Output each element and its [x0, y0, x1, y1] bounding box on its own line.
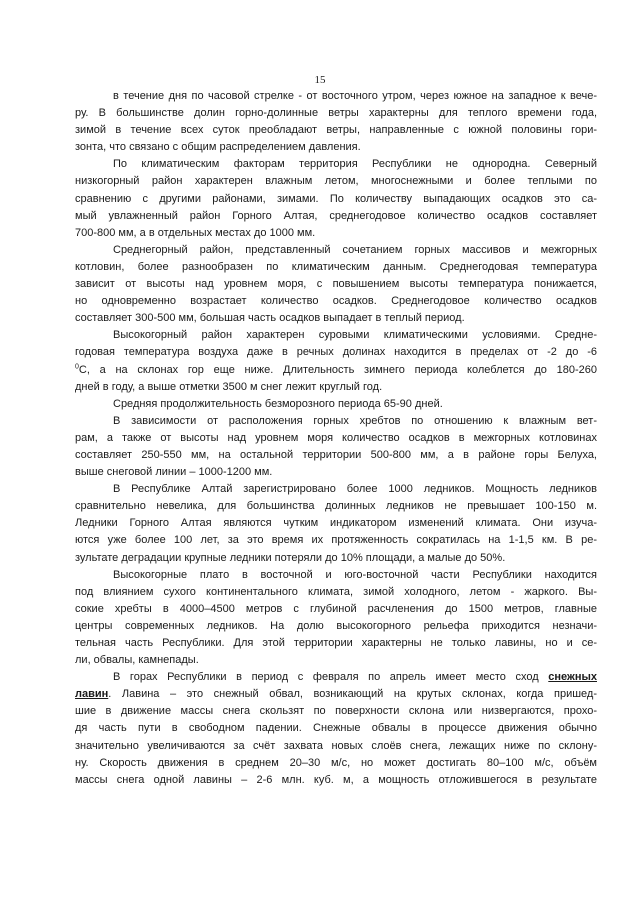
text-line: центры современных ледников. На долю высокогорного рельефа приходится незначи- — [75, 619, 597, 632]
text-line: зультате деградации крупные ледники потеряли до 10% площади, а малые до 50%. — [75, 551, 506, 564]
keyword-snow-avalanche: лавин — [75, 688, 109, 701]
text-line — [75, 686, 597, 703]
text-fragment: С, а на склонах гор еще ниже. Длительность зимнего периода колеблется до 180-260 — [78, 363, 597, 376]
text-line: под влиянием сухого континентального климата, зимой холодного, летом - жаркого. Вы- — [75, 585, 597, 598]
text-line: сравнительно невелика, для большинства долинных ледников не превышает 100-150 м. — [75, 500, 597, 513]
keyword-snow-avalanche: снежных — [548, 671, 597, 684]
text-line: составляет 300-500 мм, большая часть осадков выпадает в теплый период. — [75, 312, 465, 325]
text-line: значительно увеличиваются за счёт захвата новых слоёв снега, лежащих ниже по склону- — [75, 739, 597, 752]
body-text — [75, 88, 597, 789]
text-line: дя часть пути в свободном падении. Снежные обвалы в процессе движения обычно — [75, 722, 597, 735]
text-line: ну. Скорость движения в среднем 20–30 м/с, но может достигать 80–100 м/с, объём — [75, 756, 597, 769]
text-line: выше снеговой линии – 1000-1200 мм. — [75, 466, 273, 479]
text-line: зависит от высоты над уровнем моря, с повышением высоты температура понижается, — [75, 278, 597, 291]
text-line: годовая температура воздуха даже в речных долинах находится в пределах от -2 до -6 — [75, 346, 597, 359]
text-line: котловин, более разнообразен по климатическим данным. Среднегодовая температура — [75, 260, 597, 273]
text-line: В Республике Алтай зарегистрировано более 1000 ледников. Мощность ледников — [113, 483, 597, 496]
text-line — [75, 669, 597, 686]
text-line: мый увлажненный район Горного Алтая, среднегодовое количество осадков составляет — [75, 209, 597, 222]
degree-superscript: 0 — [75, 362, 79, 370]
text-line: массы снега одной лавины – 2-6 млн. куб. м, а мощность отложившегося в результате — [75, 773, 597, 786]
text-line: Средняя продолжительность безморозного периода 65-90 дней. — [113, 397, 443, 410]
text-line: шие в движение массы снега скользят по поверхности склона или низвергаются, прохо- — [75, 705, 597, 718]
text-line: в течение дня по часовой стрелке - от восточного утром, через южное на западное к вече- — [113, 90, 597, 102]
text-line: зимой в течение всех суток преобладают ветры, направленные с южной половины гори- — [75, 124, 597, 137]
text-line: ру. В большинстве долин горно-долинные ветры характерны для теплого времени года, — [75, 107, 597, 120]
text-line: 700-800 мм, а в отдельных местах до 1000 мм. — [75, 226, 316, 239]
text-line: составляет 250-550 мм, на остальной территории 500-800 мм, а в районе горы Белуха, — [75, 448, 597, 461]
text-fragment: В горах Республики в период с февраля по апрель имеет место сход — [113, 671, 549, 684]
text-line: рам, а также от высоты над уровнем моря количество осадков в межгорных котловинах — [75, 431, 597, 444]
text-line: зонта, что связано с общим распределением давления. — [75, 141, 361, 154]
text-line: ются уже более 100 лет, за это время их протяженность сократилась на 1-1,5 км. В ре- — [75, 534, 597, 547]
text-line: тельная часть Республики. Для этой территории характерны не только лавины, но и се- — [75, 637, 597, 649]
text-fragment: . Лавина – это снежный обвал, возникающий на крутых склонах, когда пришед- — [108, 688, 597, 701]
text-line: сокие хребты в 4000–4500 метров с глубиной расчленения до 1500 метров, главные — [75, 602, 597, 615]
text-line: дней в году, а выше отметки 3500 м снег лежит круглый год. — [75, 380, 383, 393]
text-line: Высокогорный район характерен суровыми климатическими условиями. Средне- — [113, 329, 597, 342]
text-line: Ледники Горного Алтая являются чутким индикатором изменений климата. Они изуча- — [75, 517, 597, 530]
text-line: ли, обвалы, камнепады. — [75, 654, 199, 667]
text-line: низкогорный район характерен влажным летом, многоснежными и более теплыми по — [75, 175, 597, 188]
text-line: По климатическим факторам территория Республики не однородна. Северный — [113, 158, 597, 171]
text-line: но одновременно возрастает количество осадков. Среднегодовое количество осадков — [75, 295, 597, 308]
text-line: Среднегорный район, представленный сочетанием горных массивов и межгорных — [113, 243, 597, 256]
text-line: сравнению с другими районами, зимами. По количеству выпадающих осадков это са- — [75, 192, 597, 205]
text-line: Высокогорные плато в восточной и юго-восточной части Республики находится — [113, 568, 597, 581]
text-line: В зависимости от расположения горных хребтов по отношению к влажным вет- — [113, 414, 597, 427]
text-line — [75, 362, 597, 379]
page-number: 15 — [314, 74, 326, 86]
